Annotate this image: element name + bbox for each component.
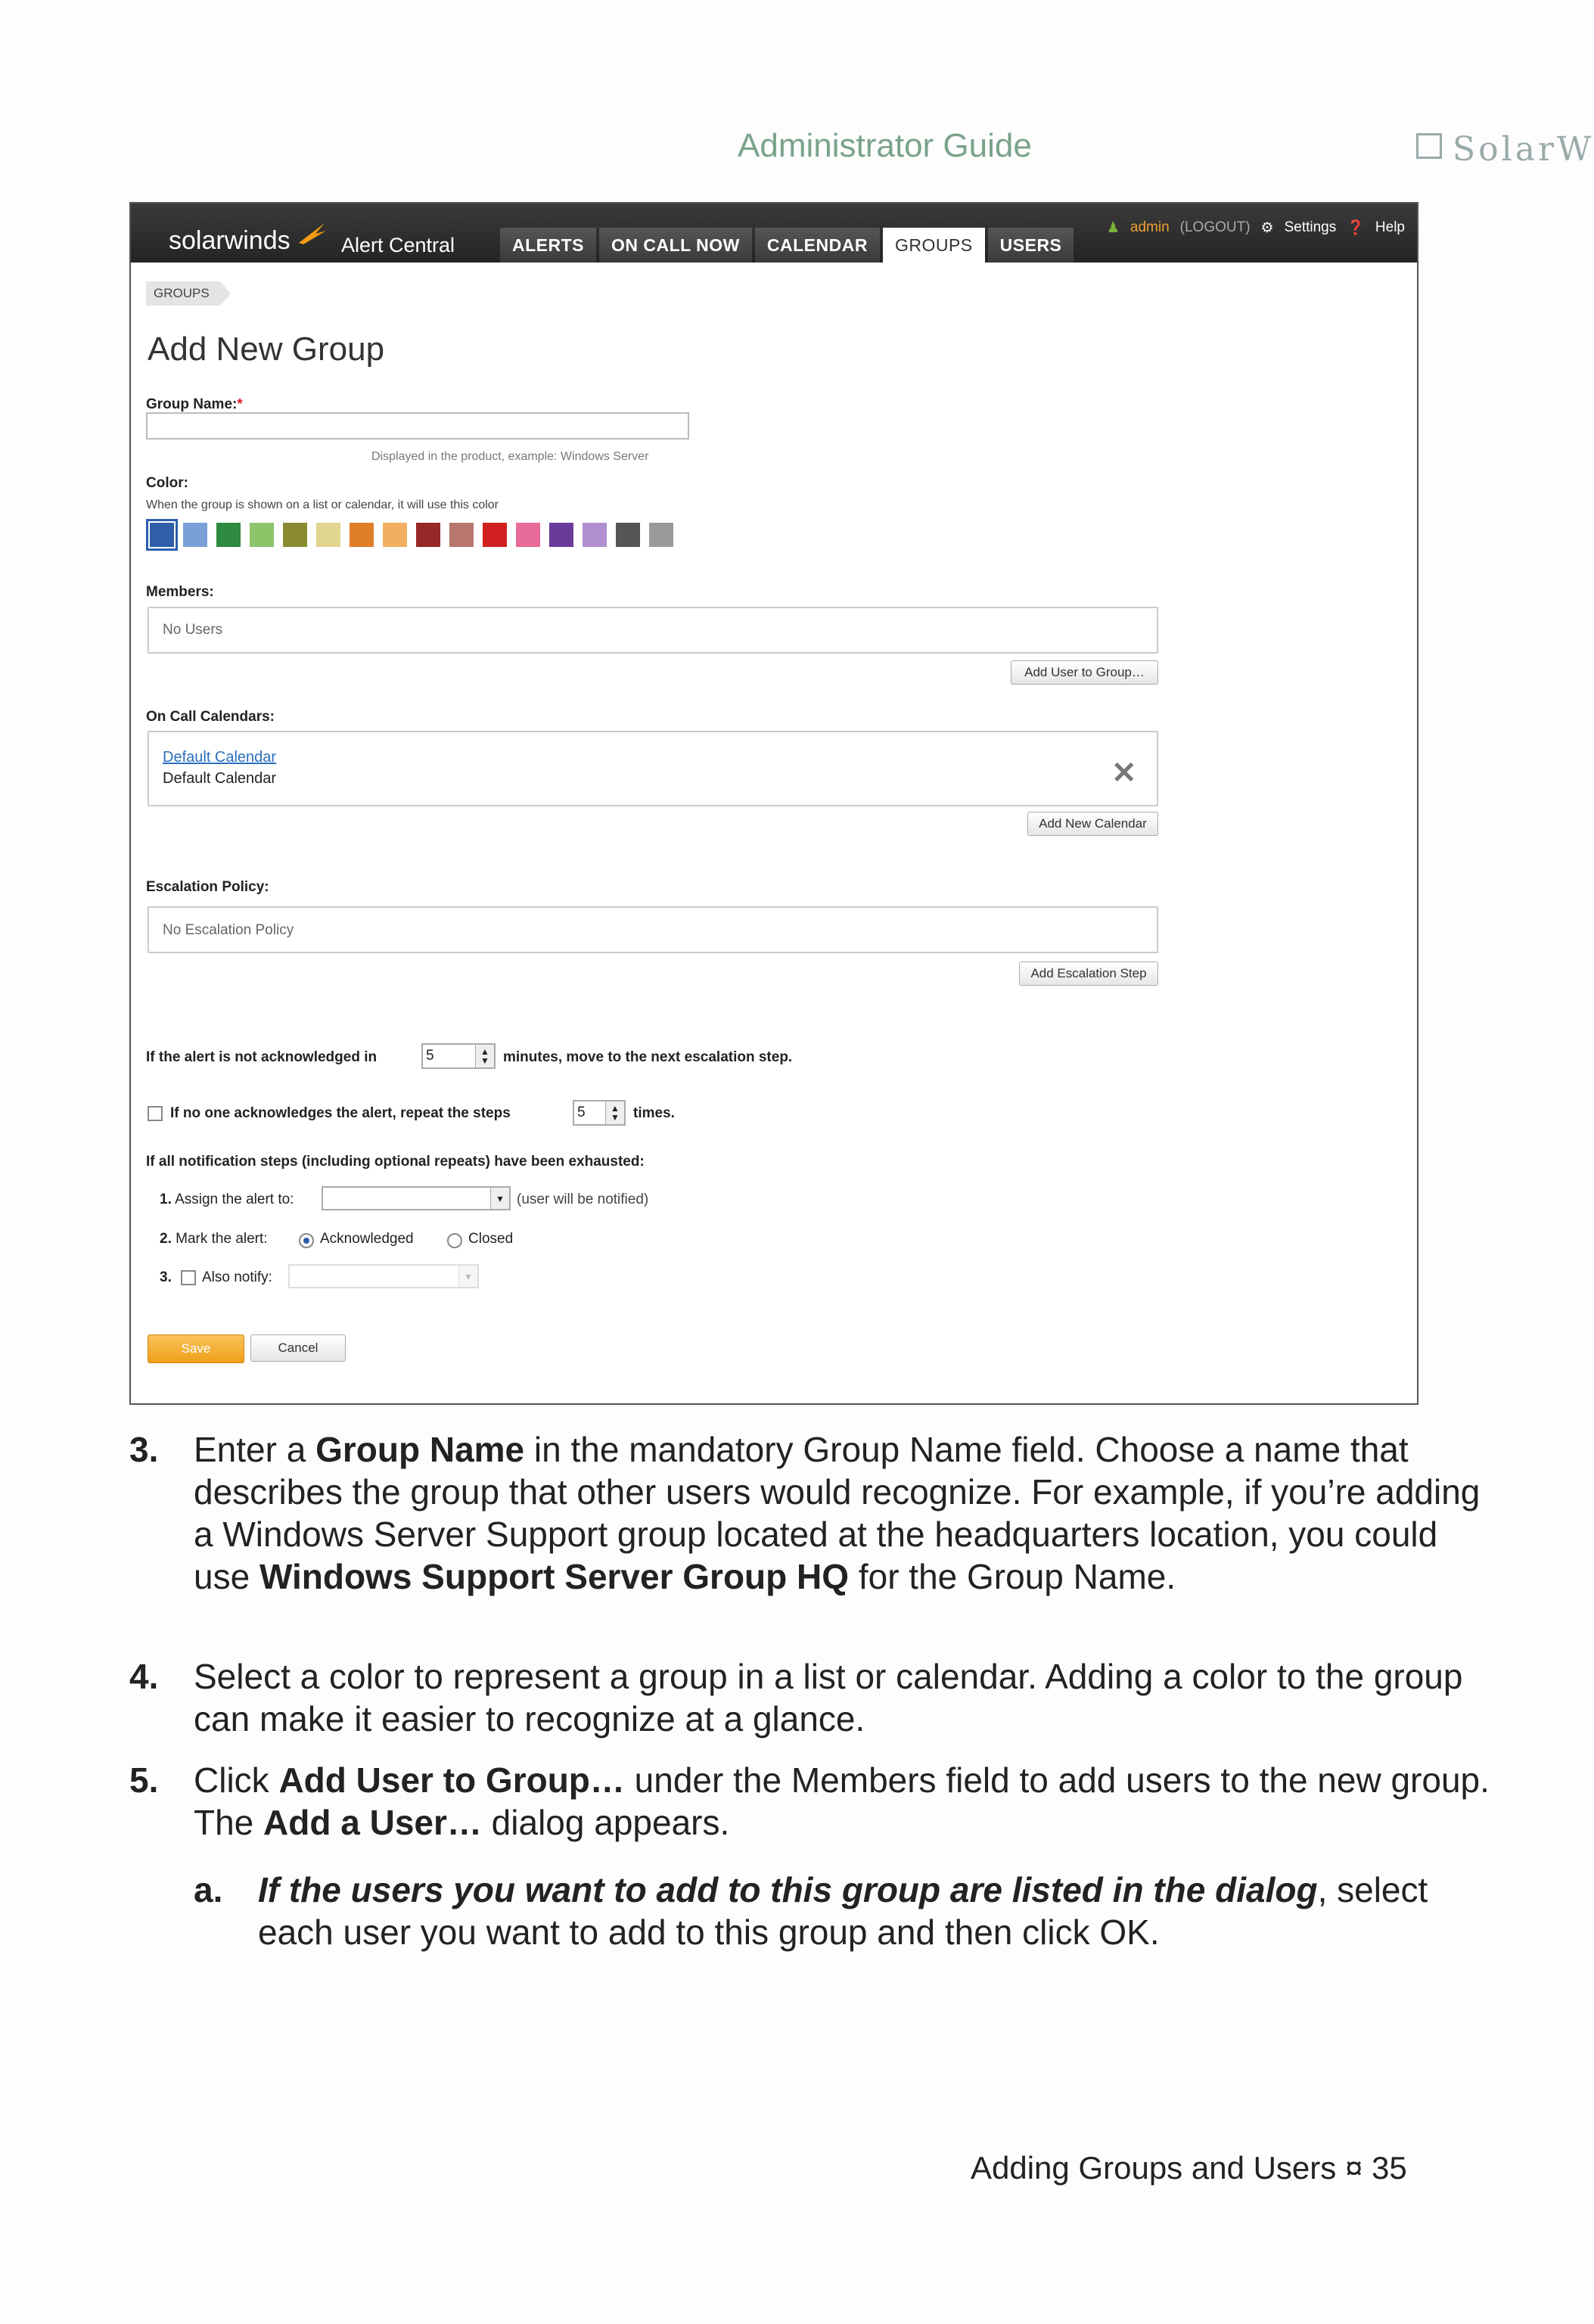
color-swatch-3[interactable]: [216, 523, 241, 547]
assign-label: Assign the alert to:: [175, 1192, 294, 1207]
add-new-calendar-button[interactable]: Add New Calendar: [1027, 812, 1158, 836]
repeat-checkbox[interactable]: [148, 1106, 163, 1121]
color-swatch-10[interactable]: [449, 523, 474, 547]
step-5-bold-1: Add User to Group…: [278, 1760, 625, 1800]
chevron-down-icon[interactable]: ▾: [490, 1188, 509, 1209]
color-swatch-2[interactable]: [183, 523, 207, 547]
step-5-bold-2: Add a User…: [263, 1803, 482, 1842]
color-swatch-15[interactable]: [616, 523, 640, 547]
mark-num: 2.: [160, 1231, 172, 1247]
group-name-label: [146, 396, 243, 413]
tab-alerts[interactable]: ALERTS: [500, 228, 596, 263]
step-3-bold-2: Windows Support Server Group HQ: [259, 1557, 850, 1596]
brand-checkbox-icon: [1416, 133, 1442, 159]
user-icon: ♟: [1106, 219, 1120, 236]
step-3-text-1: Enter a: [194, 1430, 316, 1469]
remove-calendar-icon[interactable]: ✕: [1111, 757, 1137, 790]
add-escalation-step-button[interactable]: Add Escalation Step: [1019, 962, 1158, 986]
ack-minutes-stepper[interactable]: [421, 1043, 496, 1069]
members-box: [148, 607, 1158, 654]
mark-row: [160, 1231, 268, 1247]
default-calendar-link[interactable]: Default Calendar: [163, 749, 277, 766]
spinner-arrows-icon[interactable]: ▲ ▼: [605, 1101, 624, 1124]
color-swatch-13[interactable]: [549, 523, 573, 547]
logout-link[interactable]: (LOGOUT): [1179, 219, 1251, 235]
color-swatch-4[interactable]: [250, 523, 274, 547]
assign-row: [160, 1192, 294, 1208]
main-tabs: [500, 228, 1074, 263]
tab-users[interactable]: USERS: [988, 228, 1074, 263]
color-swatch-7[interactable]: [350, 523, 374, 547]
step-5-text-1: Click: [194, 1760, 279, 1800]
color-swatch-6[interactable]: [316, 523, 340, 547]
step-5a-bold-italic: If the users you want to add to this group are listed in the dialog: [258, 1870, 1318, 1909]
step-3-bold-1: Group Name: [315, 1430, 525, 1469]
escalation-label: Escalation Policy:: [146, 879, 269, 895]
color-swatch-1[interactable]: [150, 523, 174, 547]
mark-acknowledged-label: Acknowledged: [320, 1231, 414, 1247]
product-name: Alert Central: [341, 234, 455, 256]
brand-text: SolarW: [1453, 130, 1594, 169]
breadcrumb[interactable]: GROUPS: [146, 281, 220, 306]
tab-groups[interactable]: GROUPS: [883, 228, 985, 263]
ack-suffix: minutes, move to the next escalation step.: [503, 1049, 793, 1065]
help-icon: ❓: [1347, 220, 1365, 236]
color-swatches: [150, 523, 673, 547]
save-button[interactable]: Save: [148, 1334, 244, 1363]
group-name-label-text: Group Name:: [146, 396, 238, 412]
color-swatch-12[interactable]: [516, 523, 540, 547]
notify-num: 3.: [160, 1269, 172, 1285]
step-5-text-2: under the Members field to add users to the new group. The: [194, 1760, 1490, 1842]
chevron-down-icon[interactable]: ▾: [458, 1266, 477, 1287]
step-5-text-3: dialog appears.: [481, 1803, 730, 1842]
page-footer: [971, 2150, 1407, 2186]
assign-num: 1.: [160, 1192, 172, 1207]
spinner-arrows-icon[interactable]: ▲ ▼: [475, 1045, 494, 1067]
members-label: Members:: [146, 584, 214, 600]
tab-on-call-now[interactable]: ON CALL NOW: [599, 228, 752, 263]
calendars-label: On Call Calendars:: [146, 709, 275, 725]
user-nav: [1107, 219, 1405, 237]
page-number: 35: [1371, 2150, 1407, 2186]
footer-section: Adding Groups and Users: [971, 2150, 1337, 2186]
repeat-prefix: If no one acknowledges the alert, repeat the steps: [170, 1105, 511, 1121]
step-4-number: 4.: [129, 1657, 159, 1696]
assign-select[interactable]: [322, 1186, 511, 1210]
solarwinds-logo: solarwinds: [169, 226, 291, 255]
exhausted-label: If all notification steps (including optional repeats) have been exhausted:: [146, 1154, 645, 1170]
ack-minutes-value: 5: [426, 1048, 434, 1064]
ack-prefix: If the alert is not acknowledged in: [146, 1049, 378, 1065]
members-value: No Users: [163, 622, 223, 638]
add-user-to-group-button[interactable]: Add User to Group…: [1011, 660, 1158, 685]
escalation-box: [148, 906, 1158, 953]
repeat-suffix: times.: [633, 1105, 675, 1121]
also-notify-select[interactable]: [288, 1264, 479, 1288]
color-label: Color:: [146, 475, 188, 491]
step-5-number: 5.: [129, 1760, 159, 1800]
assign-hint: (user will be notified): [517, 1192, 649, 1207]
mark-closed-label: Closed: [468, 1231, 514, 1247]
repeat-times-value: 5: [577, 1105, 586, 1120]
mark-label: Mark the alert:: [176, 1231, 268, 1247]
step-3-text: [194, 1428, 1495, 1598]
step-3-number: 3.: [129, 1430, 159, 1469]
step-5a-rest: , select each user you want to add to this group and then click OK.: [258, 1870, 1428, 1952]
calendars-box: [148, 731, 1158, 806]
color-swatch-14[interactable]: [583, 523, 607, 547]
step-4-text: Select a color to represent a group in a list or calendar. Adding a color to the group can make it easier to recognize at a glance.: [194, 1657, 1463, 1738]
screenshot-frame: [129, 202, 1418, 1405]
default-calendar-name: Default Calendar: [163, 770, 277, 787]
group-name-input[interactable]: [146, 412, 689, 440]
top-nav-bar: [131, 204, 1417, 263]
gear-icon: ⚙: [1260, 219, 1274, 236]
group-name-hint: Displayed in the product, example: Windows Server: [371, 450, 649, 463]
user-link[interactable]: admin: [1129, 219, 1170, 235]
cancel-button[interactable]: Cancel: [250, 1334, 346, 1362]
footer-separator: ¤: [1344, 2150, 1363, 2186]
also-notify-label: Also notify:: [202, 1269, 272, 1285]
page-header-title: Administrator Guide: [738, 127, 1032, 164]
color-swatch-9[interactable]: [416, 523, 440, 547]
page-title: Add New Group: [148, 331, 385, 368]
step-5-text: [194, 1759, 1495, 1844]
tab-calendar[interactable]: CALENDAR: [755, 228, 880, 263]
escalation-value: No Escalation Policy: [163, 922, 294, 938]
color-hint: When the group is shown on a list or calendar, it will use this color: [146, 499, 499, 511]
help-link[interactable]: Help: [1375, 219, 1405, 235]
color-swatch-5[interactable]: [283, 523, 307, 547]
mark-acknowledged-radio[interactable]: [299, 1233, 314, 1248]
required-mark: *: [237, 396, 243, 412]
flame-logo-icon: [296, 220, 328, 246]
step-3-text-2: in the mandatory Group Name field. Choose a name that describes the group that other users would recognize. For example, if you’re adding a Windows Server Support group located at the headquarters location, you could use: [194, 1430, 1481, 1596]
mark-closed-radio[interactable]: [447, 1233, 462, 1248]
repeat-times-stepper[interactable]: [573, 1100, 626, 1126]
step-3-text-3: for the Group Name.: [849, 1557, 1176, 1596]
color-swatch-8[interactable]: [383, 523, 407, 547]
color-swatch-16[interactable]: [649, 523, 673, 547]
step-5a-number: a.: [194, 1870, 223, 1909]
also-notify-checkbox[interactable]: [181, 1270, 196, 1285]
step-5a-text: [258, 1869, 1438, 1953]
settings-link[interactable]: Settings: [1284, 219, 1337, 235]
color-swatch-11[interactable]: [483, 523, 507, 547]
